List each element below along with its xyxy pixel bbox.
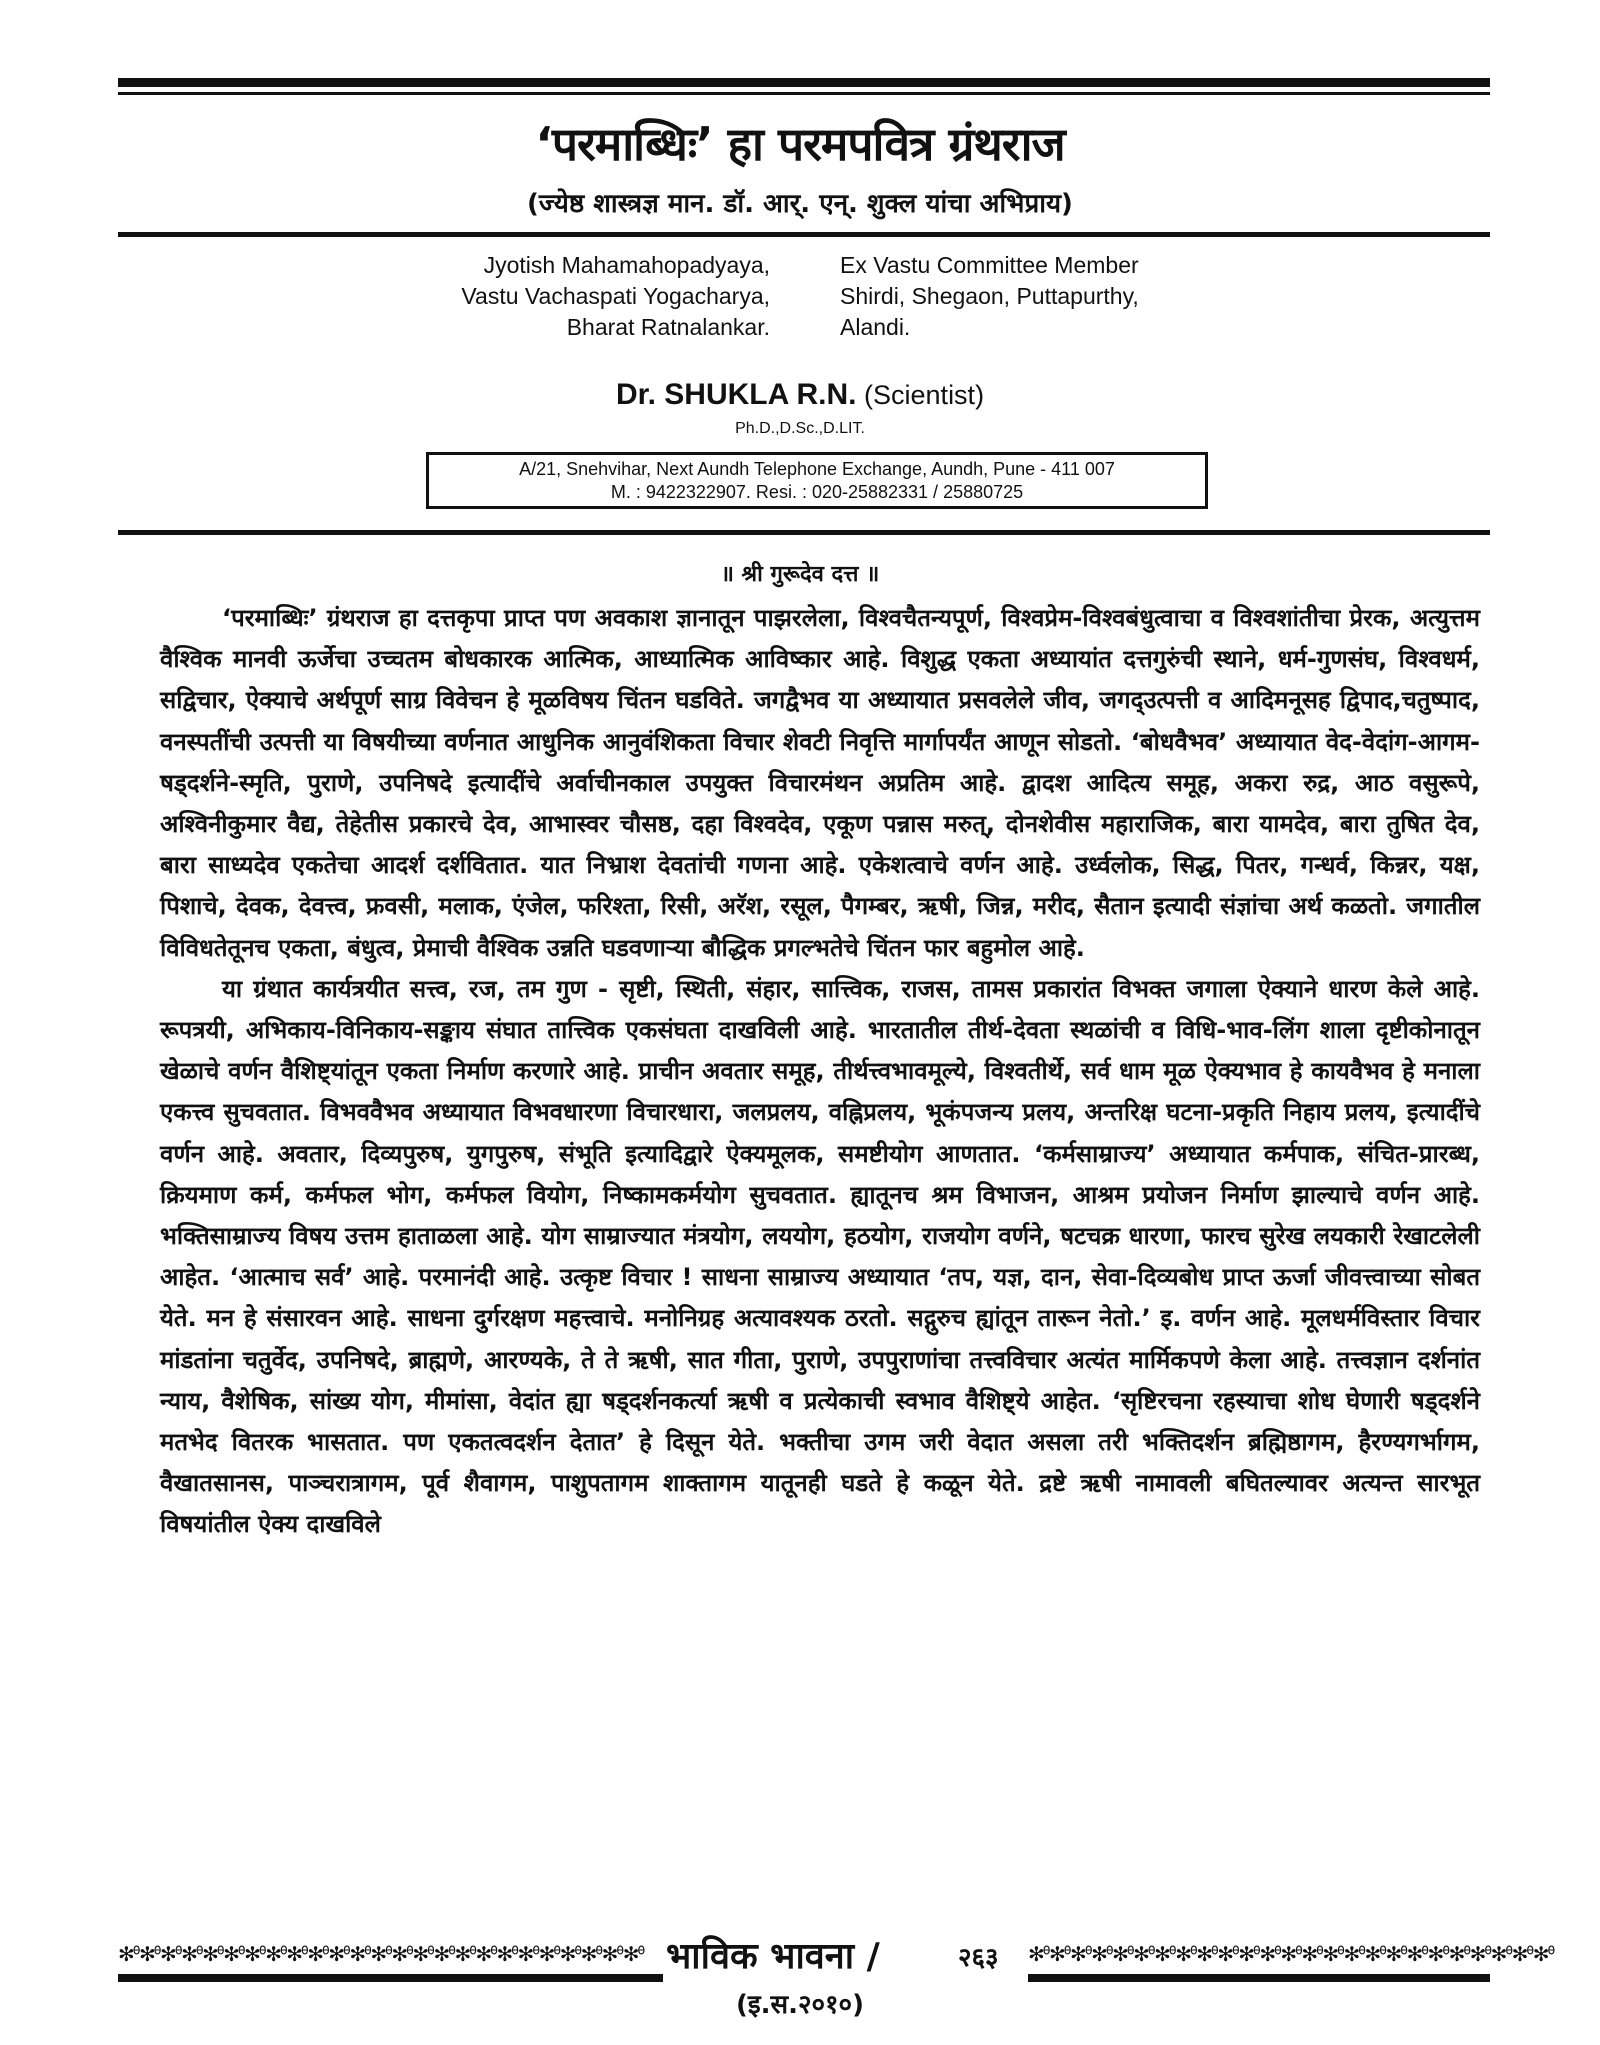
ornamental-border-right: [1028, 1938, 1554, 1982]
paragraph: या ग्रंथात कार्यत्रयीत सत्त्व, रज, तम गुण - सृष्टी, स्थिती, संहार, सात्त्विक, राजस, तामस प्रकारांत विभक्त जगाला ऐक्याने धारण केले आहे. रूपत्रयी, अभिकाय-विनिकाय-सङ्काय संघात तात्त्विक एकसंघता दाखविली आहे. भारतातील तीर्थ-देवता स्थळांची व विधि-भाव-लिंग शाला दृष्टीकोनातून खेळाचे वर्णन वैशिष्ट्यांतून एकता निर्माण करणारे आहे. प्राचीन अवतार समूह, तीर्थत्त्वभावमूल्ये, विश्वतीर्थे, सर्व धाम मूळ ऐक्यभाव हे कायवैभव हे मनाला एकत्त्व सुचवतात. विभववैभव अध्यायात विभवधारणा विचारधारा, जलप्रलय, वह्निप्रलय, भूकंपजन्य प्रलय, अन्तरिक्ष घटना-प्रकृति निहाय प्रलय, इत्यादींचे वर्णन आहे. अवतार, दिव्यपुरुष, युगपुरुष, संभूति इत्यादिद्वारे ऐक्यमूलक, समष्टीयोग आणतात. ‘कर्मसाम्राज्य’ अध्यायात कर्मपाक, संचित-प्रारब्ध, क्रियमाण कर्म, कर्मफल भोग, कर्मफल वियोग, निष्कामकर्मयोग सुचवतात. ह्यातूनच श्रम विभाजन, आश्रम प्रयोजन निर्माण झाल्याचे वर्णन आहे. भक्तिसाम्राज्य विषय उत्तम हाताळला आहे. योग साम्राज्यात मंत्रयोग, लययोग, हठयोग, राजयोग वर्णने, षटचक्र धारणा, फारच सुरेख लयकारी रेखाटलेली आहेत. ‘आत्माच सर्व’ आहे. परमानंदी आहे. उत्कृष्ट विचार ! साधना साम्राज्य अध्यायात ‘तप, यज्ञ, दान, सेवा-दिव्यबोध प्राप्त ऊर्जा जीवत्त्वाच्या सोबत येते. मन हे संसारवन आहे. साधना दुर्गरक्षण महत्त्वाचे. मनोनिग्रह अत्यावश्यक ठरतो. सद्गुरुच ह्यांतून तारून नेतो.’ इ. वर्णन आहे. मूलधर्मविस्तार विचार मांडतांना चतुर्वेद, उपनिषदे, ब्राह्मणे, आरण्यके, ते ते ऋषी, सात गीता, पुराणे, उपपुराणांचा तत्त्वविचार अत्यंत मार्मिकपणे केला आहे. तत्त्वज्ञान दर्शनांत न्याय, वैशेषिक, सांख्य योग, मीमांसा, वेदांत ह्या षड्दर्शनकर्त्या ऋषी व प्रत्येकाची स्वभाव वैशिष्ट्ये आहेत. ‘सृष्टिरचना रहस्याचा शोध घेणारी षड्दर्शने मतभेद वितरक भासतात. पण एकतत्वदर्शन देतात’ हे दिसून येते. भक्तीचा उगम जरी वेदात असला तरी भक्तिदर्शन ब्रह्मिष्ठागम, हैरण्यगर्भागम, वैखातसानस, पाञ्चरात्रागम, पूर्व शैवागम, पाशुपतागम शाक्तागम यातूनही घडते हे कळून येते. द्रष्टे ऋषी नामावली बघितल्यावर अत्यन्त सारभूत विषयांतील ऐक्य दाखविले: [160, 974, 1480, 1539]
body-divider: [118, 530, 1490, 535]
ornament-pattern: ✻ᶿ✻ᶿ✻ᶿ✻ᶿ✻ᶿ✻ᶿ✻ᶿ✻ᶿ✻ᶿ✻ᶿ✻ᶿ✻ᶿ✻ᶿ✻ᶿ✻ᶿ✻ᶿ✻ᶿ✻ᶿ✻ᶿ✻ᶿ✻ᶿ✻ᶿ✻ᶿ✻ᶿ✻ᶿ: [118, 1942, 644, 1966]
ornament-bar: [1028, 1974, 1490, 1982]
credential-line: Jyotish Mahamahopadyaya,: [483, 252, 770, 278]
author-degrees: Ph.D.,D.Sc.,D.LIT.: [735, 420, 865, 437]
credential-line: Shirdi, Shegaon, Puttapurthy,: [840, 283, 1139, 309]
author-role: (Scientist): [864, 380, 985, 410]
credential-line: Bharat Ratnalankar.: [566, 314, 770, 340]
ornamental-border-left: [118, 1938, 663, 1982]
page-number: २६३: [958, 1943, 999, 1973]
top-double-rule-thick: [118, 78, 1490, 87]
credential-line: Ex Vastu Committee Member: [840, 252, 1139, 278]
top-double-rule-thin: [118, 92, 1490, 95]
page-title: ‘परमाब्धिः’ हा परमपवित्र ग्रंथराज: [535, 117, 1065, 171]
page-subtitle: (ज्येष्ठ शास्त्रज्ञ मान. डॉ. आर्. एन्. शुक्ल यांचा अभिप्राय): [527, 189, 1073, 219]
publication-year: (इ.स.२०१०): [736, 1990, 864, 2020]
credential-line: Vastu Vachaspati Yogacharya,: [461, 283, 770, 309]
credentials-right: [840, 250, 1260, 343]
address-line: A/21, Snehvihar, Next Aundh Telephone Exchange, Aundh, Pune - 411 007: [519, 459, 1115, 479]
contact-line: M. : 9422322907. Resi. : 020-25882331 / 25880725: [610, 482, 1024, 502]
ornament-pattern: ✻ᶿ✻ᶿ✻ᶿ✻ᶿ✻ᶿ✻ᶿ✻ᶿ✻ᶿ✻ᶿ✻ᶿ✻ᶿ✻ᶿ✻ᶿ✻ᶿ✻ᶿ✻ᶿ✻ᶿ✻ᶿ✻ᶿ✻ᶿ✻ᶿ✻ᶿ✻ᶿ✻ᶿ✻ᶿ: [1028, 1942, 1554, 1966]
ornament-bar: [118, 1974, 663, 1982]
page-footer: [118, 1930, 1554, 1990]
body-text: [160, 598, 1480, 1546]
paragraph: ‘परमाब्धिः’ ग्रंथराज हा दत्तकृपा प्राप्त पण अवकाश ज्ञानातून पाझरलेला, विश्वचैतन्यपूर्ण, विश्वप्रेम-विश्वबंधुत्वाचा व विश्वशांतीचा प्रेरक, अत्युत्तम वैश्विक मानवी ऊर्जेचा उच्चतम बोधकारक आत्मिक, आध्यात्मिक आविष्कार आहे. विशुद्ध एकता अध्यायांत दत्तगुरुंची स्थाने, धर्म-गुणसंघ, विश्वधर्म, सद्विचार, ऐक्याचे अर्थपूर्ण साग्र विवेचन हे मूळविषय चिंतन घडविते. जगद्वैभव या अध्यायात प्रसवलेले जीव, जगद्उत्पत्ती व आदिमनूसह द्विपाद,चतुष्पाद, वनस्पतींची उत्पत्ती या विषयीच्या वर्णनात आधुनिक आनुवंशिकता विचार शेवटी निवृत्ति मार्गापर्यंत आणून सोडतो. ‘बोधवैभव’ अध्यायात वेद-वेदांग-आगम-षड्दर्शने-स्मृति, पुराणे, उपनिषदे इत्यादींचे अर्वाचीनकाल उपयुक्त विचारमंथन अप्रतिम आहे. द्वादश आदित्य समूह, अकरा रुद्र, आठ वसुरूपे, अश्विनीकुमार वैद्य, तेहेतीस प्रकारचे देव, आभास्वर चौसष्ठ, दहा विश्वदेव, एकूण पन्नास मरुत्, दोनशेवीस महाराजिक, बारा यामदेव, बारा तुषित देव, बारा साध्यदेव एकतेचा आदर्श दर्शवितात. यात निभ्राश देवतांची गणना आहे. एकेशत्वाचे वर्णन आहे. उर्ध्वलोक, सिद्ध, पितर, गन्धर्व, किन्नर, यक्ष, पिशाचे, देवक, देवत्त्व, फ्रवसी, मलाक, एंजेल, फरिश्ता, रिसी, अरॅश, रसूल, पैगम्बर, ऋषी, जिन्न, मरीद, सैतान इत्यादी संज्ञांचा अर्थ कळतो. जगातील विविधतेतूनच एकता, बंधुत्व, प्रेमाची वैश्विक उन्नति घडवणाऱ्या बौद्धिक प्रगल्भतेचे चिंतन फार बहुमोल आहे.: [160, 604, 1480, 962]
invocation: ॥ श्री गुरूदेव दत्त ॥: [720, 562, 880, 587]
credentials-left: [380, 250, 770, 343]
credential-line: Alandi.: [840, 314, 911, 340]
author-line: [0, 378, 1600, 412]
address-box: [426, 452, 1208, 509]
header-divider: [118, 232, 1490, 237]
author-name: Dr. SHUKLA R.N.: [615, 378, 857, 411]
publication-title: भाविक भावना /: [666, 1936, 880, 1977]
